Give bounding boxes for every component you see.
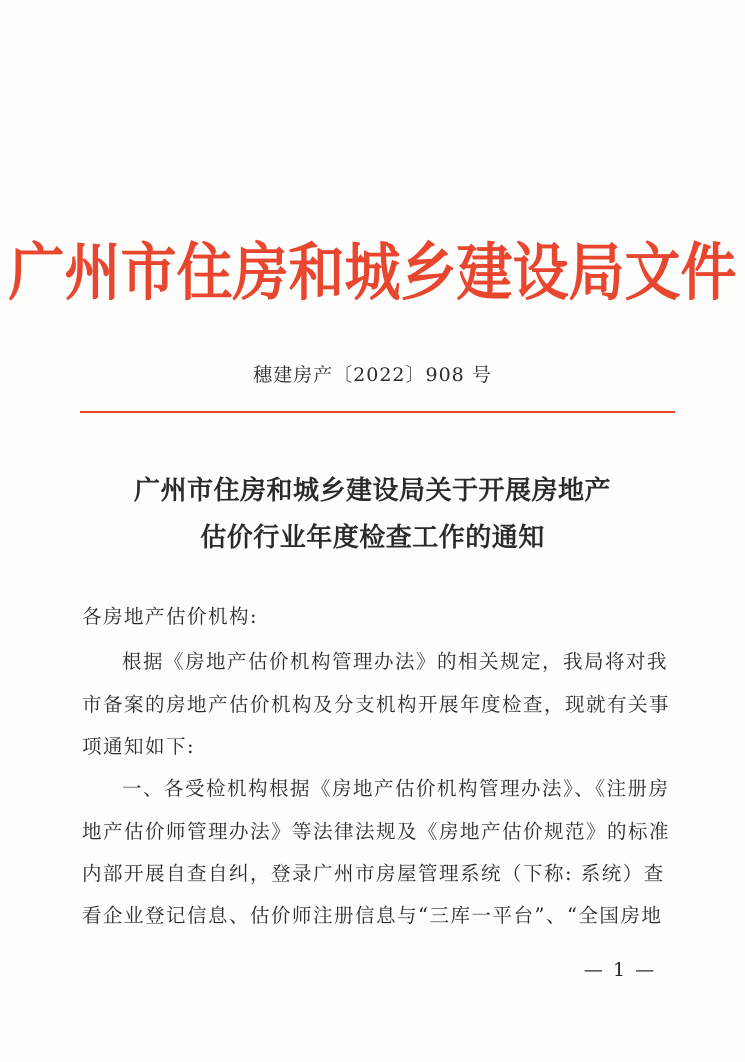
body-line: 项通知如下:: [82, 735, 196, 758]
body-line: 地产估价师管理办法》等法律法规及《房地产估价规范》的标准: [82, 820, 671, 843]
document-header-org-name: 广州市住房和城乡建设局文件: [8, 235, 737, 310]
document-title-line-2: 估价行业年度检查工作的通知: [200, 523, 545, 553]
red-divider-line: [80, 411, 675, 413]
salutation: 各房地产估价机构:: [82, 605, 259, 628]
document-title-line-1: 广州市住房和城乡建设局关于开展房地产: [133, 476, 611, 506]
body-line: 根据《房地产估价机构管理办法》的相关规定，我局将对我: [122, 650, 669, 673]
body-line: 看企业登记信息、估价师注册信息与“三库一平台”、“全国房地: [82, 904, 663, 927]
body-line: 内部开展自查自纠，登录广州市房屋管理系统（下称: 系统）查: [82, 862, 665, 885]
document-number: 穗建房产〔2022〕908 号: [253, 364, 492, 386]
body-line: 一、各受检机构根据《房地产估价机构管理办法》、《注册房: [122, 777, 670, 800]
page-number: — 1 —: [583, 959, 657, 981]
body-line: 市备案的房地产估价机构及分支机构开展年度检查，现就有关事: [82, 693, 671, 716]
